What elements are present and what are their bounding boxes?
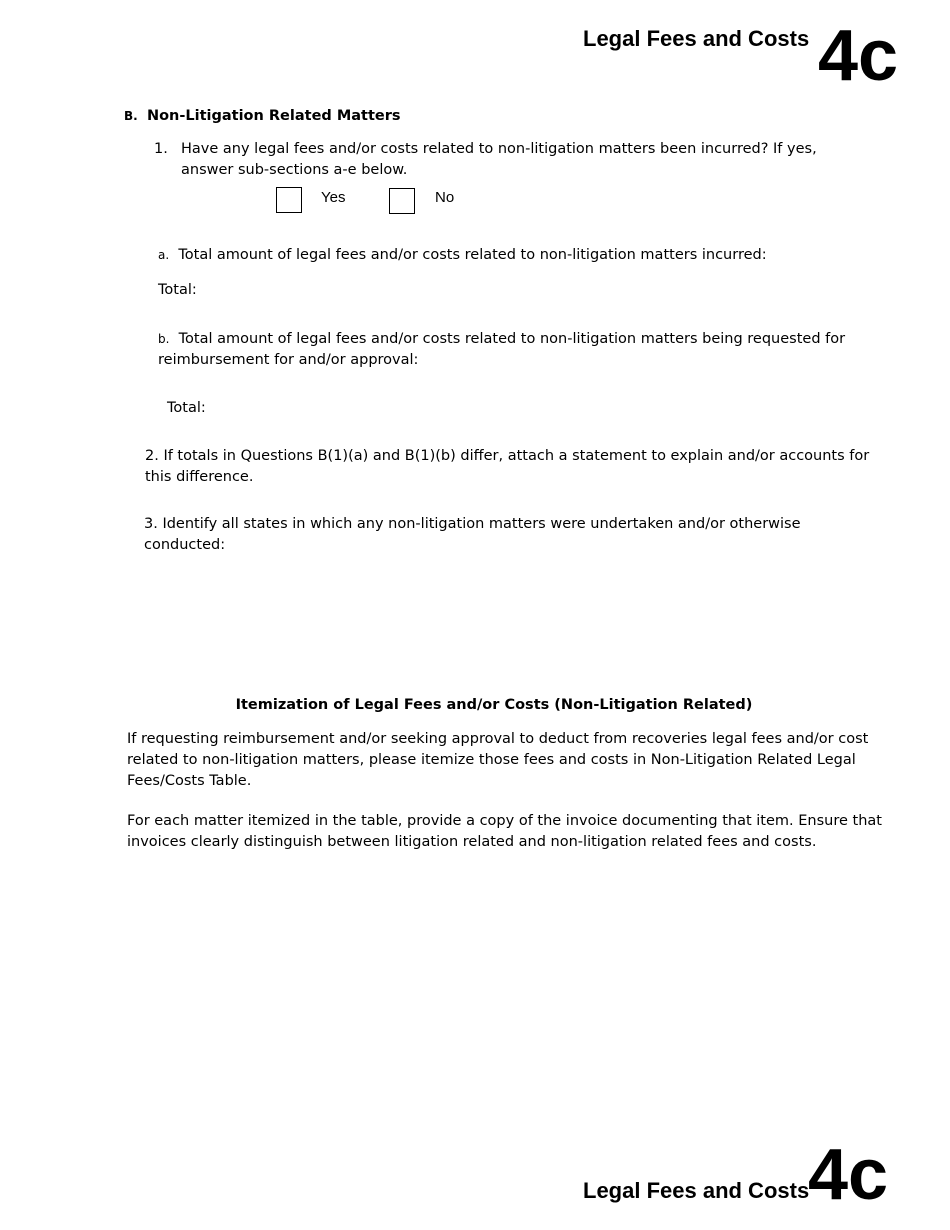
section-heading bbox=[124, 106, 401, 127]
q1-line2: answer sub-sections a-e below. bbox=[181, 162, 408, 178]
q2-line1: 2. If totals in Questions B(1)(a) and B(1)(b) differ, attach a statement to explain and/or accounts for bbox=[145, 448, 870, 464]
para1-line3: Fees/Costs Table. bbox=[127, 773, 252, 789]
no-checkbox[interactable] bbox=[389, 188, 415, 214]
qa-total-label: Total: bbox=[158, 282, 197, 298]
qb-total-label: Total: bbox=[167, 400, 206, 416]
section-title: Non-Litigation Related Matters bbox=[146, 108, 401, 124]
footer-form-code: 4c bbox=[808, 1135, 889, 1215]
q3-line1: 3. Identify all states in which any non-litigation matters were undertaken and/or otherwise bbox=[144, 516, 801, 532]
no-label: No bbox=[435, 189, 455, 206]
para1-line1: If requesting reimbursement and/or seeking approval to deduct from recoveries legal fees and/or cost bbox=[127, 731, 869, 747]
yes-checkbox[interactable] bbox=[276, 187, 302, 213]
qb-letter: b. bbox=[158, 332, 170, 346]
qa-question: Total amount of legal fees and/or costs related to non-litigation matters incurred: bbox=[178, 247, 767, 263]
header-title: Legal Fees and Costs bbox=[583, 26, 810, 51]
q1-line1: Have any legal fees and/or costs related to non-litigation matters been incurred? If yes, bbox=[181, 141, 817, 157]
q1-number: 1. bbox=[154, 141, 168, 157]
qb-line1 bbox=[158, 329, 845, 350]
q2-line2: this difference. bbox=[145, 469, 254, 485]
para2-line1: For each matter itemized in the table, provide a copy of the invoice documenting that item. Ensure that bbox=[127, 813, 882, 829]
section-letter: B. bbox=[124, 109, 138, 123]
qb-line2: reimbursement for and/or approval: bbox=[158, 352, 419, 368]
header-form-code: 4c bbox=[818, 16, 899, 96]
qa-letter: a. bbox=[158, 248, 170, 262]
qb-question-line1: Total amount of legal fees and/or costs related to non-litigation matters being requested for bbox=[178, 331, 846, 347]
yes-label: Yes bbox=[321, 189, 346, 206]
itemization-heading: Itemization of Legal Fees and/or Costs (Non-Litigation Related) bbox=[235, 697, 753, 713]
para2-line2: invoices clearly distinguish between litigation related and non-litigation related fees and costs. bbox=[127, 834, 817, 850]
para1-line2: related to non-litigation matters, please itemize those fees and costs in Non-Litigation Related Legal bbox=[127, 752, 856, 768]
qa-text bbox=[158, 245, 767, 266]
q3-line2: conducted: bbox=[144, 537, 226, 553]
footer-title: Legal Fees and Costs bbox=[583, 1178, 810, 1203]
